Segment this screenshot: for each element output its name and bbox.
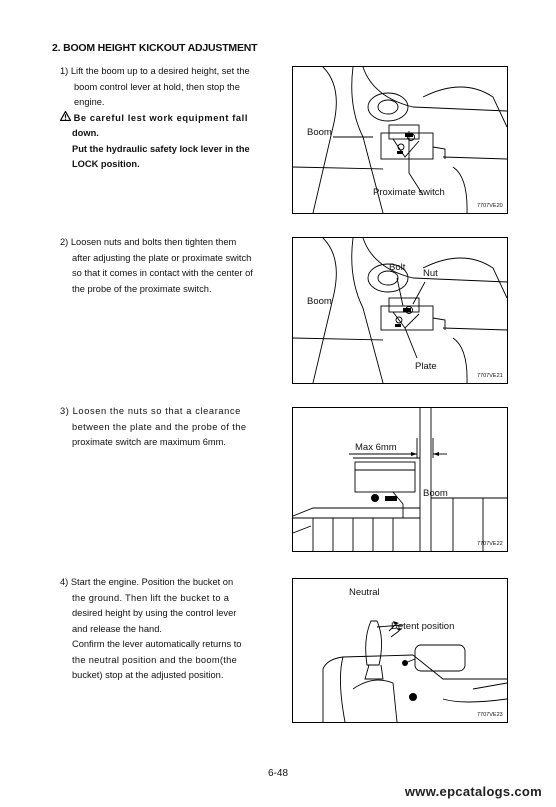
label-detent-position: Detent position	[391, 621, 455, 632]
label-plate: Plate	[415, 361, 437, 372]
figure-1-illustration	[293, 67, 507, 213]
step-3-line: 3) Loosen the nuts so that a clearance	[60, 406, 241, 416]
figure-1-boom-proximate-switch	[292, 66, 508, 214]
step-2-line: the probe of the proximate switch.	[72, 283, 212, 294]
section-title: 2. BOOM HEIGHT KICKOUT ADJUSTMENT	[52, 42, 258, 54]
watermark: www.epcatalogs.com	[404, 784, 542, 799]
step-4-text	[60, 575, 266, 684]
figure-code: 7707VE20	[477, 203, 503, 209]
step-1-line: engine.	[74, 97, 105, 107]
step-4-line: bucket) stop at the adjusted position.	[72, 670, 224, 680]
step-1-text	[60, 64, 266, 173]
step-4-line: the ground. Then lift the bucket to a	[72, 592, 230, 603]
step-1-line: boom control lever at hold, then stop the	[74, 81, 240, 92]
label-boom: Boom	[307, 296, 332, 307]
page-number: 6-48	[267, 768, 288, 779]
step-4-line: desired height by using the control lever	[72, 608, 237, 618]
step-4-line: Confirm the lever automatically returns to	[72, 639, 242, 649]
figure-4-control-lever	[292, 578, 508, 723]
warning-text: Be careful lest work equipment fall	[73, 112, 249, 123]
step-3-line: between the plate and the probe of the	[72, 421, 247, 432]
figure-2-illustration	[293, 238, 507, 383]
step-2-line: after adjusting the plate or proximate switch	[72, 252, 252, 263]
figure-code: 7707VE22	[477, 541, 503, 547]
label-max-clearance: Max 6mm	[355, 442, 397, 453]
step-4-line: and release the hand.	[72, 623, 162, 634]
label-nut: Nut	[423, 268, 438, 279]
step-2-text	[60, 235, 266, 297]
step-4-line: 4) Start the engine. Position the bucket on	[60, 577, 234, 587]
warning-icon	[60, 111, 71, 121]
warning-line	[60, 111, 266, 127]
figure-code: 7707VE21	[477, 373, 503, 379]
step-2-line: so that it comes in contact with the center of	[72, 268, 253, 278]
figure-4-illustration	[293, 579, 507, 722]
label-boom: Boom	[307, 127, 332, 138]
figure-3-clearance	[292, 407, 508, 552]
label-proximate-switch: Proximate switch	[373, 187, 445, 198]
warning-line: LOCK position.	[72, 159, 140, 169]
step-3-line: proximate switch are maximum 6mm.	[72, 437, 226, 447]
figure-code: 7707VE23	[477, 712, 503, 718]
step-2-line: 2) Loosen nuts and bolts then tighten them	[60, 237, 237, 247]
label-boom: Boom	[423, 488, 448, 499]
step-3-text	[60, 404, 266, 451]
step-1-line: 1) Lift the boom up to a desired height, set the	[60, 66, 250, 76]
step-4-line: the neutral position and the boom(the	[72, 654, 238, 665]
warning-line: down.	[72, 128, 99, 138]
label-neutral: Neutral	[349, 587, 380, 598]
warning-line: Put the hydraulic safety lock lever in the	[72, 143, 250, 154]
figure-2-bolt-nut-plate	[292, 237, 508, 384]
figure-3-illustration	[293, 408, 507, 551]
label-bolt: Bolt	[389, 262, 406, 273]
